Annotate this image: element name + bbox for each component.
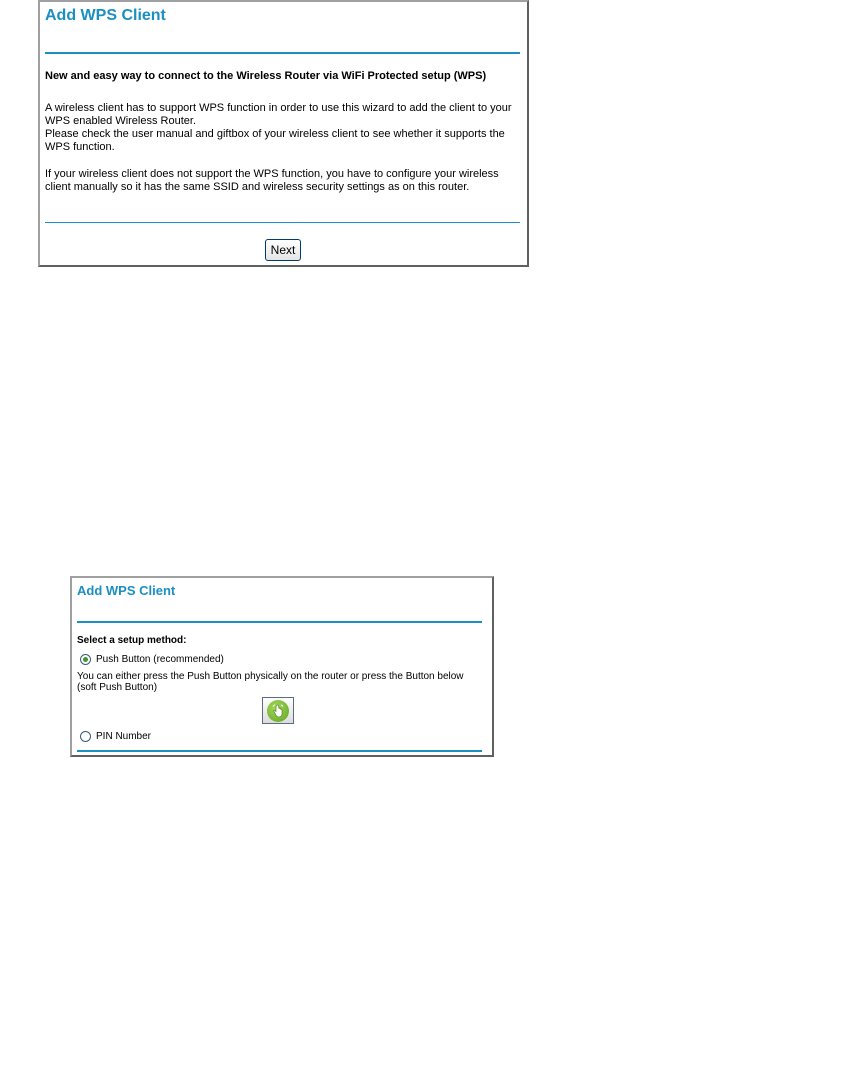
setup-method-panel: [70, 576, 494, 757]
title-divider: [77, 621, 482, 623]
pin-number-option-label: PIN Number: [96, 731, 152, 742]
intro-paragraph-2: Please check the user manual and giftbox of your wireless client to see whether it supports the WPS function.: [45, 128, 505, 153]
footer-divider: [45, 222, 520, 223]
setup-method-label: Select a setup method:: [77, 635, 187, 646]
push-button-option-label: Push Button (recommended): [96, 654, 224, 665]
pin-number-option[interactable]: [80, 731, 151, 742]
page-title: Add WPS Client: [45, 7, 166, 24]
intro-paragraph-3: If your wireless client does not support the WPS function, you have to configure your wireless client manually so it has the same SSID and wireless security settings as on this router.: [45, 168, 499, 193]
title-divider: [45, 52, 520, 54]
intro-heading: New and easy way to connect to the Wireless Router via WiFi Protected setup (WPS): [45, 70, 487, 82]
page-title: Add WPS Client: [77, 583, 176, 598]
next-button[interactable]: Next: [265, 239, 301, 261]
push-button-radio[interactable]: [80, 654, 91, 665]
push-button-option[interactable]: [80, 654, 224, 665]
pin-number-radio[interactable]: [80, 731, 91, 742]
soft-push-button[interactable]: [262, 697, 294, 724]
intro-paragraph-1: A wireless client has to support WPS function in order to use this wizard to add the client to your WPS enabled Wireless Router.: [45, 102, 512, 127]
wps-intro-panel: [38, 0, 529, 267]
wps-push-icon: [267, 700, 289, 722]
footer-divider: [77, 750, 482, 752]
push-button-description: You can either press the Push Button physically on the router or press the Button below (soft Push Button): [77, 671, 464, 693]
